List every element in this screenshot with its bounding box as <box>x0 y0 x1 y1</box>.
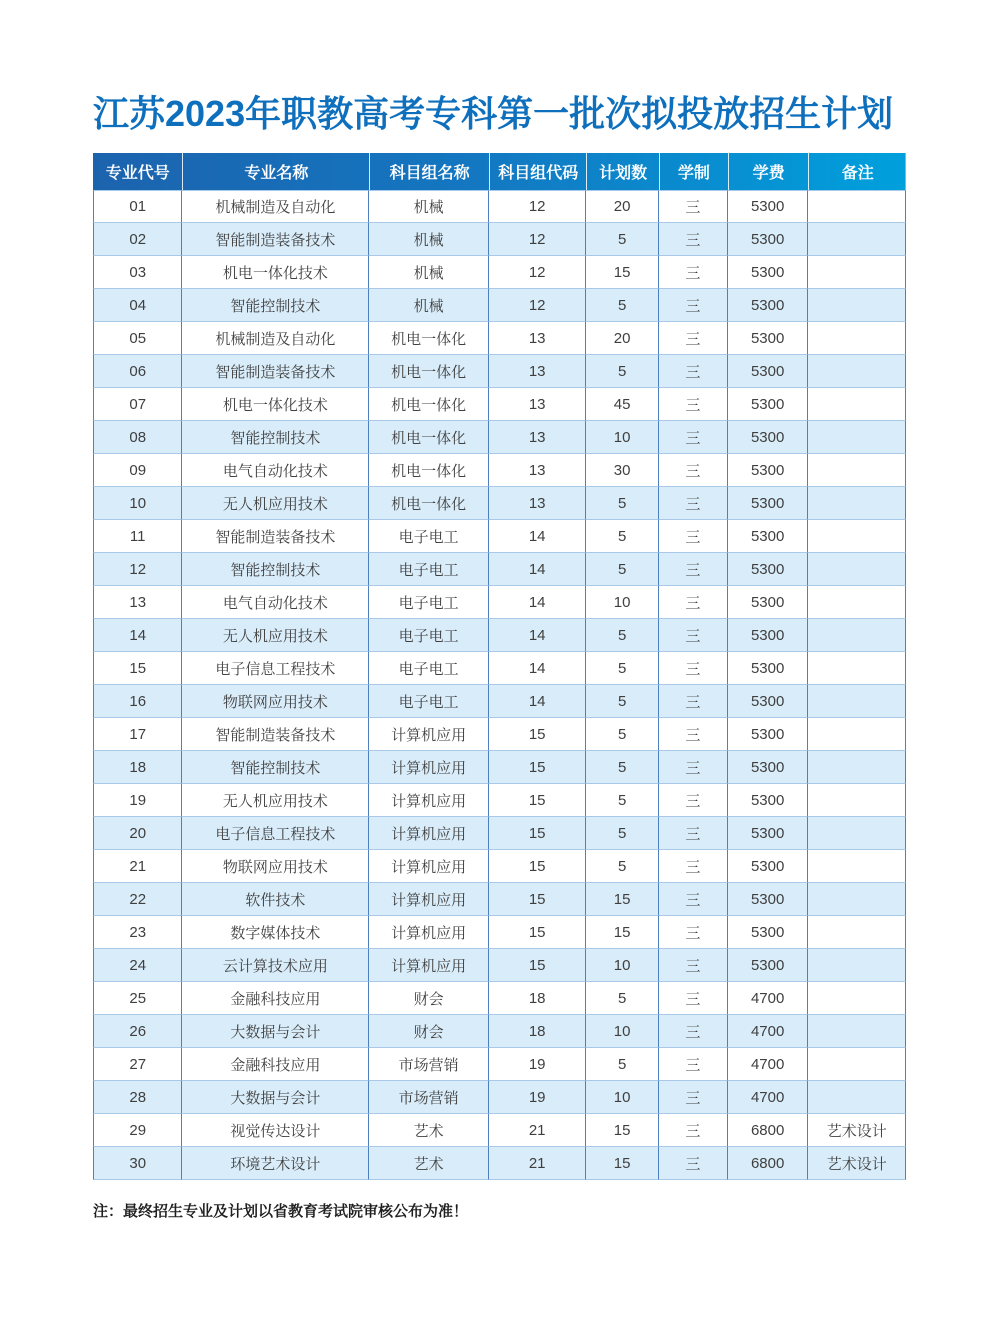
cell-subject-group-code: 15 <box>489 949 587 982</box>
table-row <box>93 784 906 817</box>
table-row <box>93 685 906 718</box>
cell-duration: 三 <box>659 883 728 916</box>
page-title: 江苏2023年职教高考专科第一批次拟投放招生计划 <box>93 93 894 134</box>
cell-plan-count: 5 <box>586 520 658 553</box>
cell-plan-count: 5 <box>586 289 658 322</box>
cell-subject-group-code: 15 <box>489 916 587 949</box>
table-row <box>93 520 906 553</box>
cell-plan-count: 5 <box>586 982 658 1015</box>
cell-major-code: 06 <box>93 355 182 388</box>
cell-plan-count: 5 <box>586 652 658 685</box>
cell-tuition: 5300 <box>728 916 808 949</box>
cell-tuition: 5300 <box>728 190 808 223</box>
cell-duration: 三 <box>659 553 728 586</box>
cell-major-code: 12 <box>93 553 182 586</box>
cell-tuition: 5300 <box>728 718 808 751</box>
table-row <box>93 1081 906 1114</box>
cell-tuition: 5300 <box>728 487 808 520</box>
cell-remark <box>808 520 906 553</box>
cell-major-name: 电气自动化技术 <box>182 454 369 487</box>
cell-duration: 三 <box>659 718 728 751</box>
cell-remark <box>808 256 906 289</box>
cell-major-name: 智能制造装备技术 <box>182 223 369 256</box>
table-row <box>93 388 906 421</box>
cell-plan-count: 20 <box>586 322 658 355</box>
cell-plan-count: 30 <box>586 454 658 487</box>
table-row <box>93 355 906 388</box>
cell-subject-group-name: 计算机应用 <box>369 949 489 982</box>
cell-tuition: 5300 <box>728 949 808 982</box>
cell-remark <box>808 949 906 982</box>
cell-major-name: 智能控制技术 <box>182 553 369 586</box>
cell-major-code: 19 <box>93 784 182 817</box>
cell-remark <box>808 652 906 685</box>
cell-major-code: 05 <box>93 322 182 355</box>
cell-subject-group-name: 计算机应用 <box>369 916 489 949</box>
cell-plan-count: 10 <box>586 1015 658 1048</box>
cell-subject-group-code: 21 <box>489 1147 587 1180</box>
cell-subject-group-code: 13 <box>489 487 587 520</box>
table-row <box>93 289 906 322</box>
cell-duration: 三 <box>659 916 728 949</box>
cell-plan-count: 5 <box>586 817 658 850</box>
cell-major-name: 大数据与会计 <box>182 1015 369 1048</box>
cell-major-name: 电子信息工程技术 <box>182 652 369 685</box>
cell-subject-group-name: 机电一体化 <box>369 388 489 421</box>
cell-plan-count: 5 <box>586 355 658 388</box>
cell-remark <box>808 586 906 619</box>
cell-tuition: 6800 <box>728 1147 808 1180</box>
cell-major-code: 26 <box>93 1015 182 1048</box>
cell-major-code: 08 <box>93 421 182 454</box>
cell-major-code: 01 <box>93 190 182 223</box>
cell-subject-group-name: 财会 <box>369 1015 489 1048</box>
cell-duration: 三 <box>659 685 728 718</box>
cell-duration: 三 <box>659 520 728 553</box>
table-head <box>93 153 906 190</box>
cell-subject-group-name: 机电一体化 <box>369 487 489 520</box>
cell-major-code: 07 <box>93 388 182 421</box>
cell-major-code: 22 <box>93 883 182 916</box>
cell-remark <box>808 553 906 586</box>
cell-major-name: 视觉传达设计 <box>182 1114 369 1147</box>
cell-major-code: 15 <box>93 652 182 685</box>
cell-remark <box>808 190 906 223</box>
cell-remark <box>808 1048 906 1081</box>
cell-major-code: 20 <box>93 817 182 850</box>
cell-major-code: 16 <box>93 685 182 718</box>
cell-major-name: 数字媒体技术 <box>182 916 369 949</box>
cell-major-code: 21 <box>93 850 182 883</box>
cell-tuition: 5300 <box>728 355 808 388</box>
cell-major-code: 04 <box>93 289 182 322</box>
cell-duration: 三 <box>659 355 728 388</box>
cell-remark <box>808 850 906 883</box>
cell-tuition: 5300 <box>728 883 808 916</box>
cell-major-name: 物联网应用技术 <box>182 850 369 883</box>
table-row <box>93 586 906 619</box>
cell-duration: 三 <box>659 817 728 850</box>
cell-remark <box>808 784 906 817</box>
cell-tuition: 5300 <box>728 421 808 454</box>
cell-subject-group-name: 计算机应用 <box>369 817 489 850</box>
cell-major-name: 智能制造装备技术 <box>182 718 369 751</box>
cell-subject-group-code: 13 <box>489 355 587 388</box>
cell-plan-count: 10 <box>586 1081 658 1114</box>
cell-duration: 三 <box>659 850 728 883</box>
cell-major-name: 金融科技应用 <box>182 982 369 1015</box>
table-row <box>93 223 906 256</box>
cell-duration: 三 <box>659 619 728 652</box>
cell-major-code: 10 <box>93 487 182 520</box>
cell-tuition: 5300 <box>728 817 808 850</box>
cell-remark: 艺术设计 <box>808 1114 906 1147</box>
cell-subject-group-name: 电子电工 <box>369 619 489 652</box>
cell-duration: 三 <box>659 289 728 322</box>
cell-major-name: 云计算技术应用 <box>182 949 369 982</box>
cell-tuition: 5300 <box>728 322 808 355</box>
table-row <box>93 454 906 487</box>
cell-tuition: 5300 <box>728 520 808 553</box>
cell-plan-count: 5 <box>586 751 658 784</box>
cell-tuition: 6800 <box>728 1114 808 1147</box>
cell-subject-group-name: 计算机应用 <box>369 751 489 784</box>
cell-plan-count: 45 <box>586 388 658 421</box>
cell-subject-group-name: 机电一体化 <box>369 355 489 388</box>
cell-major-name: 环境艺术设计 <box>182 1147 369 1180</box>
cell-remark <box>808 355 906 388</box>
cell-subject-group-code: 18 <box>489 982 587 1015</box>
cell-remark <box>808 883 906 916</box>
cell-subject-group-code: 15 <box>489 751 587 784</box>
cell-tuition: 5300 <box>728 652 808 685</box>
cell-duration: 三 <box>659 1147 728 1180</box>
cell-subject-group-name: 机械 <box>369 190 489 223</box>
cell-subject-group-name: 计算机应用 <box>369 784 489 817</box>
cell-major-name: 物联网应用技术 <box>182 685 369 718</box>
cell-remark <box>808 685 906 718</box>
cell-major-name: 智能控制技术 <box>182 751 369 784</box>
cell-subject-group-name: 电子电工 <box>369 586 489 619</box>
cell-duration: 三 <box>659 949 728 982</box>
cell-tuition: 5300 <box>728 256 808 289</box>
cell-major-name: 智能制造装备技术 <box>182 520 369 553</box>
cell-major-code: 29 <box>93 1114 182 1147</box>
cell-subject-group-name: 电子电工 <box>369 685 489 718</box>
cell-subject-group-name: 计算机应用 <box>369 718 489 751</box>
cell-subject-group-name: 计算机应用 <box>369 850 489 883</box>
cell-duration: 三 <box>659 1048 728 1081</box>
cell-tuition: 5300 <box>728 850 808 883</box>
cell-major-code: 17 <box>93 718 182 751</box>
cell-tuition: 4700 <box>728 1081 808 1114</box>
cell-plan-count: 10 <box>586 949 658 982</box>
table-body <box>93 190 906 1180</box>
table-row <box>93 883 906 916</box>
cell-plan-count: 15 <box>586 256 658 289</box>
cell-plan-count: 20 <box>586 190 658 223</box>
cell-subject-group-code: 15 <box>489 718 587 751</box>
cell-subject-group-code: 14 <box>489 685 587 718</box>
cell-subject-group-name: 艺术 <box>369 1114 489 1147</box>
cell-major-name: 无人机应用技术 <box>182 487 369 520</box>
cell-subject-group-code: 13 <box>489 322 587 355</box>
cell-plan-count: 10 <box>586 586 658 619</box>
cell-duration: 三 <box>659 1015 728 1048</box>
cell-duration: 三 <box>659 1081 728 1114</box>
cell-duration: 三 <box>659 586 728 619</box>
table-row <box>93 751 906 784</box>
cell-plan-count: 15 <box>586 1147 658 1180</box>
cell-duration: 三 <box>659 190 728 223</box>
cell-tuition: 4700 <box>728 1015 808 1048</box>
cell-tuition: 5300 <box>728 289 808 322</box>
cell-duration: 三 <box>659 751 728 784</box>
cell-remark <box>808 982 906 1015</box>
cell-duration: 三 <box>659 982 728 1015</box>
cell-major-code: 11 <box>93 520 182 553</box>
column-header: 科目组名称 <box>369 153 489 190</box>
cell-plan-count: 15 <box>586 916 658 949</box>
table-row <box>93 817 906 850</box>
cell-subject-group-code: 15 <box>489 850 587 883</box>
column-header: 学制 <box>659 153 728 190</box>
table-row <box>93 487 906 520</box>
column-header: 学费 <box>728 153 808 190</box>
cell-major-code: 09 <box>93 454 182 487</box>
table-row <box>93 553 906 586</box>
table-row <box>93 982 906 1015</box>
cell-subject-group-code: 14 <box>489 652 587 685</box>
cell-subject-group-code: 14 <box>489 619 587 652</box>
cell-subject-group-code: 18 <box>489 1015 587 1048</box>
cell-major-name: 智能控制技术 <box>182 289 369 322</box>
cell-subject-group-code: 21 <box>489 1114 587 1147</box>
cell-major-code: 27 <box>93 1048 182 1081</box>
cell-tuition: 5300 <box>728 223 808 256</box>
cell-subject-group-name: 电子电工 <box>369 652 489 685</box>
cell-remark <box>808 421 906 454</box>
cell-subject-group-name: 机电一体化 <box>369 421 489 454</box>
cell-subject-group-name: 电子电工 <box>369 553 489 586</box>
cell-remark <box>808 1081 906 1114</box>
column-header: 计划数 <box>586 153 658 190</box>
cell-subject-group-code: 15 <box>489 784 587 817</box>
cell-remark: 艺术设计 <box>808 1147 906 1180</box>
cell-major-name: 大数据与会计 <box>182 1081 369 1114</box>
cell-major-code: 28 <box>93 1081 182 1114</box>
cell-major-code: 24 <box>93 949 182 982</box>
cell-duration: 三 <box>659 454 728 487</box>
cell-tuition: 4700 <box>728 982 808 1015</box>
cell-remark <box>808 223 906 256</box>
cell-major-name: 机械制造及自动化 <box>182 190 369 223</box>
cell-subject-group-code: 14 <box>489 520 587 553</box>
cell-subject-group-name: 电子电工 <box>369 520 489 553</box>
cell-subject-group-name: 机械 <box>369 256 489 289</box>
cell-subject-group-code: 19 <box>489 1048 587 1081</box>
cell-major-name: 无人机应用技术 <box>182 619 369 652</box>
cell-duration: 三 <box>659 223 728 256</box>
column-header: 专业名称 <box>182 153 369 190</box>
cell-duration: 三 <box>659 1114 728 1147</box>
table-row <box>93 949 906 982</box>
enrollment-plan-table <box>93 153 906 1180</box>
cell-remark <box>808 388 906 421</box>
cell-plan-count: 5 <box>586 223 658 256</box>
cell-plan-count: 15 <box>586 883 658 916</box>
cell-subject-group-code: 12 <box>489 256 587 289</box>
cell-plan-count: 5 <box>586 1048 658 1081</box>
cell-duration: 三 <box>659 322 728 355</box>
cell-major-name: 机械制造及自动化 <box>182 322 369 355</box>
cell-plan-count: 10 <box>586 421 658 454</box>
cell-plan-count: 5 <box>586 487 658 520</box>
cell-major-code: 03 <box>93 256 182 289</box>
cell-duration: 三 <box>659 256 728 289</box>
cell-remark <box>808 751 906 784</box>
table-row <box>93 1048 906 1081</box>
cell-remark <box>808 817 906 850</box>
cell-plan-count: 5 <box>586 718 658 751</box>
cell-major-name: 无人机应用技术 <box>182 784 369 817</box>
cell-subject-group-name: 市场营销 <box>369 1081 489 1114</box>
cell-duration: 三 <box>659 652 728 685</box>
cell-subject-group-name: 机电一体化 <box>369 322 489 355</box>
footnote: 注：最终招生专业及计划以省教育考试院审核公布为准！ <box>93 1203 469 1221</box>
cell-duration: 三 <box>659 421 728 454</box>
cell-subject-group-code: 13 <box>489 388 587 421</box>
table-row <box>93 1015 906 1048</box>
cell-subject-group-name: 机械 <box>369 223 489 256</box>
cell-subject-group-name: 艺术 <box>369 1147 489 1180</box>
table-row <box>93 421 906 454</box>
cell-plan-count: 5 <box>586 784 658 817</box>
table-row <box>93 652 906 685</box>
cell-subject-group-code: 14 <box>489 586 587 619</box>
table-row <box>93 619 906 652</box>
cell-major-code: 02 <box>93 223 182 256</box>
cell-remark <box>808 454 906 487</box>
table-row <box>93 190 906 223</box>
table-row <box>93 850 906 883</box>
cell-duration: 三 <box>659 487 728 520</box>
cell-remark <box>808 916 906 949</box>
column-header: 科目组代码 <box>489 153 587 190</box>
cell-subject-group-code: 15 <box>489 883 587 916</box>
cell-major-code: 18 <box>93 751 182 784</box>
cell-remark <box>808 619 906 652</box>
cell-plan-count: 5 <box>586 685 658 718</box>
cell-major-name: 机电一体化技术 <box>182 256 369 289</box>
cell-plan-count: 15 <box>586 1114 658 1147</box>
table-row <box>93 256 906 289</box>
cell-tuition: 5300 <box>728 388 808 421</box>
cell-tuition: 5300 <box>728 454 808 487</box>
cell-remark <box>808 487 906 520</box>
cell-tuition: 5300 <box>728 553 808 586</box>
cell-subject-group-code: 12 <box>489 190 587 223</box>
cell-tuition: 5300 <box>728 685 808 718</box>
cell-tuition: 5300 <box>728 784 808 817</box>
cell-plan-count: 5 <box>586 619 658 652</box>
table-row <box>93 1114 906 1147</box>
cell-major-name: 机电一体化技术 <box>182 388 369 421</box>
cell-major-code: 14 <box>93 619 182 652</box>
cell-tuition: 5300 <box>728 586 808 619</box>
cell-subject-group-code: 13 <box>489 421 587 454</box>
cell-subject-group-code: 19 <box>489 1081 587 1114</box>
cell-subject-group-code: 13 <box>489 454 587 487</box>
cell-subject-group-name: 市场营销 <box>369 1048 489 1081</box>
cell-tuition: 5300 <box>728 619 808 652</box>
cell-major-name: 电气自动化技术 <box>182 586 369 619</box>
cell-remark <box>808 322 906 355</box>
cell-major-name: 电子信息工程技术 <box>182 817 369 850</box>
cell-remark <box>808 289 906 322</box>
cell-subject-group-name: 机电一体化 <box>369 454 489 487</box>
cell-major-name: 智能制造装备技术 <box>182 355 369 388</box>
cell-major-code: 23 <box>93 916 182 949</box>
table-row <box>93 1147 906 1180</box>
table-header-row <box>93 153 906 190</box>
cell-major-code: 25 <box>93 982 182 1015</box>
cell-remark <box>808 1015 906 1048</box>
cell-major-code: 30 <box>93 1147 182 1180</box>
cell-remark <box>808 718 906 751</box>
cell-plan-count: 5 <box>586 553 658 586</box>
column-header: 专业代号 <box>105 165 170 183</box>
cell-duration: 三 <box>659 388 728 421</box>
cell-plan-count: 5 <box>586 850 658 883</box>
cell-major-name: 智能控制技术 <box>182 421 369 454</box>
cell-tuition: 5300 <box>728 751 808 784</box>
table-row <box>93 718 906 751</box>
cell-subject-group-name: 计算机应用 <box>369 883 489 916</box>
cell-subject-group-name: 财会 <box>369 982 489 1015</box>
cell-tuition: 4700 <box>728 1048 808 1081</box>
table-row <box>93 916 906 949</box>
cell-subject-group-name: 机械 <box>369 289 489 322</box>
table-row <box>93 322 906 355</box>
cell-subject-group-code: 14 <box>489 553 587 586</box>
cell-major-code: 13 <box>93 586 182 619</box>
cell-duration: 三 <box>659 784 728 817</box>
cell-subject-group-code: 12 <box>489 289 587 322</box>
column-header: 备注 <box>808 153 906 190</box>
cell-subject-group-code: 12 <box>489 223 587 256</box>
cell-subject-group-code: 15 <box>489 817 587 850</box>
cell-major-name: 软件技术 <box>182 883 369 916</box>
cell-major-name: 金融科技应用 <box>182 1048 369 1081</box>
